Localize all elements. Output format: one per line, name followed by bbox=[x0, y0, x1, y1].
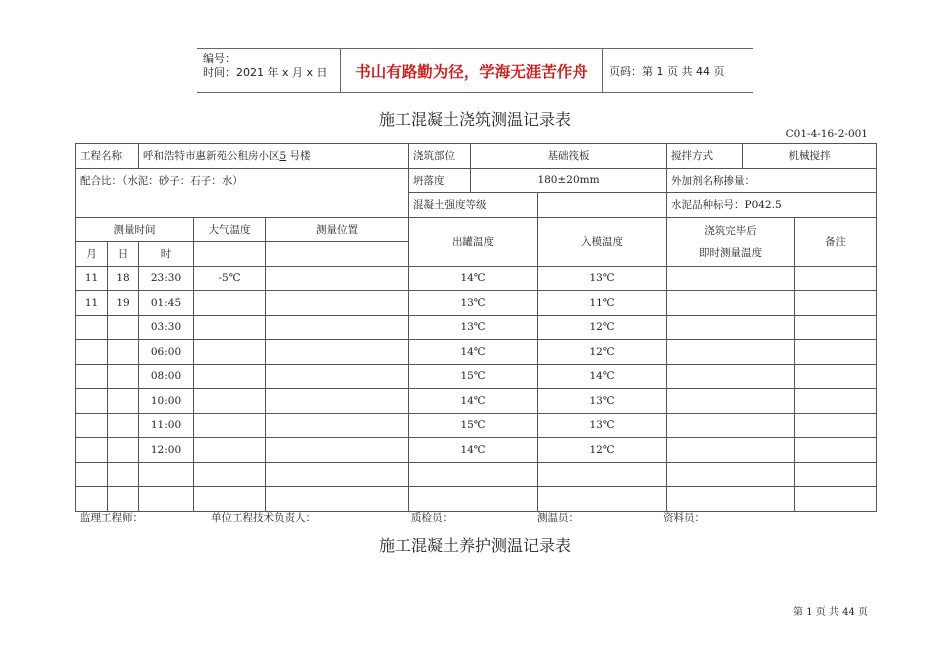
table-row bbox=[76, 462, 877, 487]
thermometrist-signature: 测温员： bbox=[537, 512, 579, 524]
in-temp-label: 入模温度 bbox=[538, 217, 667, 266]
position-label: 测量位置 bbox=[266, 217, 409, 242]
project-label: 工程名称 bbox=[76, 144, 139, 169]
mix-method: 机械搅拌 bbox=[743, 144, 877, 169]
strength-label: 混凝土强度等级 bbox=[409, 193, 538, 218]
page-footer: 第 1 页 共 44 页 bbox=[793, 607, 868, 618]
number-label: 编号： bbox=[203, 52, 236, 65]
header-motto: 书山有路勤为径，学海无涯苦作舟 bbox=[340, 49, 603, 92]
remark-label: 备注 bbox=[795, 217, 877, 266]
table-row bbox=[76, 487, 877, 512]
header-page-code: 页码：第 1 页 共 44 页 bbox=[609, 65, 725, 78]
form-title: 施工混凝土浇筑测温记录表 bbox=[378, 110, 571, 129]
record-table bbox=[75, 143, 877, 512]
table-row: 12:00 14℃ 12℃ bbox=[76, 438, 877, 463]
cement-label: 水泥品种标号：P042.5 bbox=[667, 193, 877, 218]
inspector-signature: 质检员： bbox=[411, 512, 453, 524]
tech-lead-signature: 单位工程技术负责人： bbox=[211, 512, 316, 524]
project-name: 呼和浩特市惠新苑公租房小区5 号楼 bbox=[139, 144, 409, 169]
table-row: 10:00 14℃ 13℃ bbox=[76, 389, 877, 414]
air-temp-label: 大气温度 bbox=[194, 217, 266, 242]
hour-label: 时 bbox=[139, 242, 194, 267]
day-label: 日 bbox=[108, 242, 139, 267]
header-left bbox=[203, 52, 328, 80]
table-row: 08:00 15℃ 14℃ bbox=[76, 364, 877, 389]
mix-method-label: 搅拌方式 bbox=[667, 144, 743, 169]
table-row: 11:00 15℃ 13℃ bbox=[76, 413, 877, 438]
measure-time-label: 测量时间 bbox=[76, 217, 194, 242]
strength-value bbox=[538, 193, 667, 218]
page-header bbox=[197, 48, 753, 93]
admixture-label: 外加剂名称掺量： bbox=[667, 168, 877, 193]
table-row: 11 18 23:30 -5℃ 14℃ 13℃ bbox=[76, 266, 877, 291]
mix-ratio-label: 配合比：（水泥：砂子：石子：水） bbox=[76, 168, 409, 217]
time-label: 时间：2021 年 x 月 x 日 bbox=[203, 66, 328, 79]
out-temp-label: 出罐温度 bbox=[409, 217, 538, 266]
after-pour-label: 浇筑完毕后 即时测量温度 bbox=[667, 217, 795, 266]
supervisor-signature: 监理工程师： bbox=[80, 512, 143, 524]
pour-part: 基础筏板 bbox=[471, 144, 667, 169]
second-form-title: 施工混凝土养护测温记录表 bbox=[378, 536, 571, 555]
form-code: C01-4-16-2-001 bbox=[785, 128, 868, 140]
table-row: 06:00 14℃ 12℃ bbox=[76, 340, 877, 365]
slump-label: 坍落度 bbox=[409, 168, 471, 193]
pour-part-label: 浇筑部位 bbox=[409, 144, 471, 169]
table-row: 11 19 01:45 13℃ 11℃ bbox=[76, 291, 877, 316]
slump-value: 180±20mm bbox=[471, 168, 667, 193]
month-label: 月 bbox=[76, 242, 108, 267]
table-row: 03:30 13℃ 12℃ bbox=[76, 315, 877, 340]
archivist-signature: 资料员： bbox=[663, 512, 705, 524]
